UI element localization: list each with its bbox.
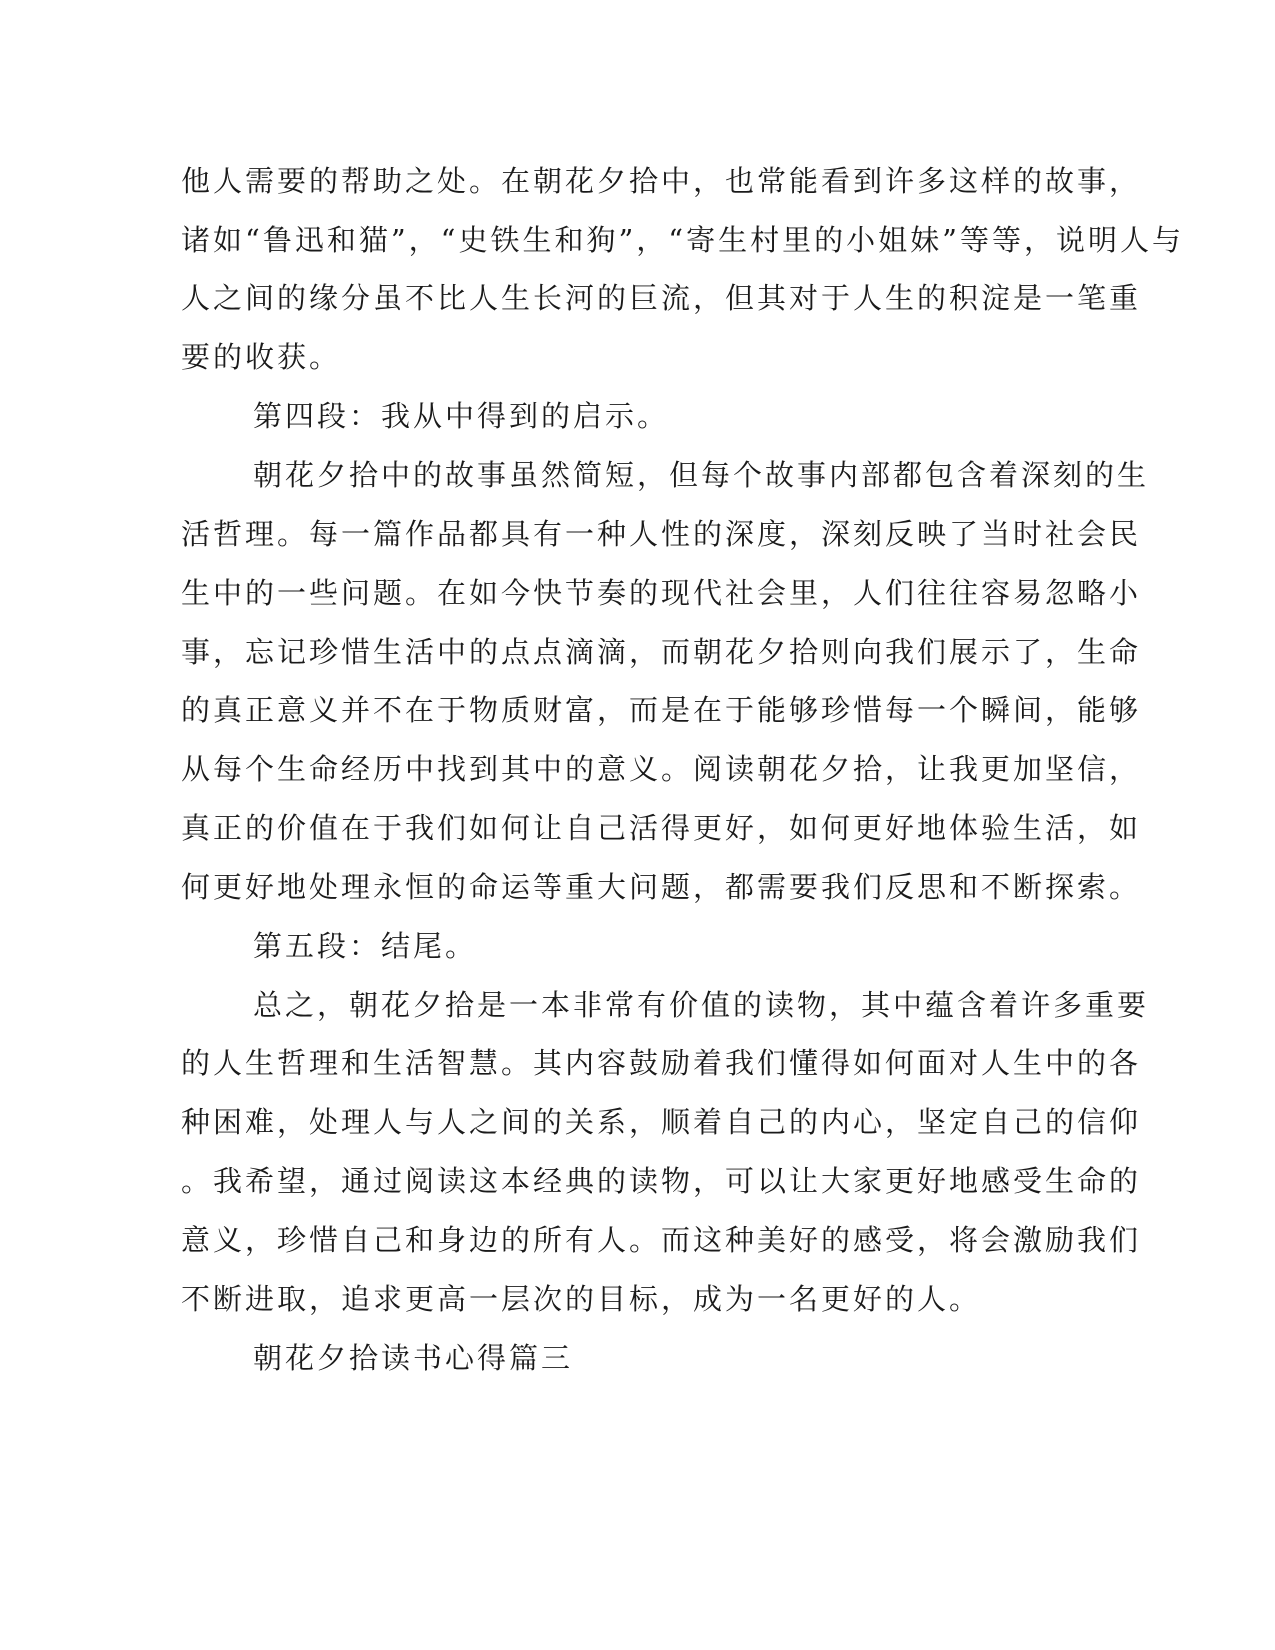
text-line: 他人需要的帮助之处。在朝花夕拾中，也常能看到许多这样的故事， (181, 164, 1142, 198)
text-line: 种困难，处理人与人之间的关系，顺着自己的内心，坚定自己的信仰 (181, 1105, 1142, 1139)
text-line: 事，忘记珍惜生活中的点点滴滴，而朝花夕拾则向我们展示了，生命 (181, 635, 1142, 669)
section-title: 朝花夕拾读书心得篇三 (253, 1341, 574, 1375)
text-line: 活哲理。每一篇作品都具有一种人性的深度，深刻反映了当时社会民 (181, 517, 1142, 551)
text-line: 生中的一些问题。在如今快节奏的现代社会里，人们往往容易忽略小 (181, 576, 1142, 610)
text-line: 意义，珍惜自己和身边的所有人。而这种美好的感受，将会激励我们 (181, 1223, 1142, 1257)
text-line: 。我希望，通过阅读这本经典的读物，可以让大家更好地感受生命的 (181, 1164, 1142, 1198)
text-line: 何更好地处理永恒的命运等重大问题，都需要我们反思和不断探索。 (181, 870, 1142, 904)
text-line: 从每个生命经历中找到其中的意义。阅读朝花夕拾，让我更加坚信， (181, 752, 1142, 786)
text-line: 不断进取，追求更高一层次的目标，成为一名更好的人。 (181, 1282, 982, 1316)
text-line: 诸如“鲁迅和猫”，“史铁生和狗”，“寄生村里的小姐妹”等等，说明人与 (181, 223, 1184, 257)
section-heading: 第五段：结尾。 (253, 929, 478, 963)
section-heading: 第四段：我从中得到的启示。 (253, 399, 670, 433)
text-line: 的真正意义并不在于物质财富，而是在于能够珍惜每一个瞬间，能够 (181, 693, 1142, 727)
text-line: 的人生哲理和生活智慧。其内容鼓励着我们懂得如何面对人生中的各 (181, 1046, 1142, 1080)
text-line: 朝花夕拾中的故事虽然简短，但每个故事内部都包含着深刻的生 (253, 458, 1150, 492)
text-line: 人之间的缘分虽不比人生长河的巨流，但其对于人生的积淀是一笔重 (181, 281, 1142, 315)
text-line: 总之，朝花夕拾是一本非常有价值的读物，其中蕴含着许多重要 (253, 988, 1150, 1022)
text-line: 要的收获。 (181, 340, 342, 374)
text-line: 真正的价值在于我们如何让自己活得更好，如何更好地体验生活，如 (181, 811, 1142, 845)
